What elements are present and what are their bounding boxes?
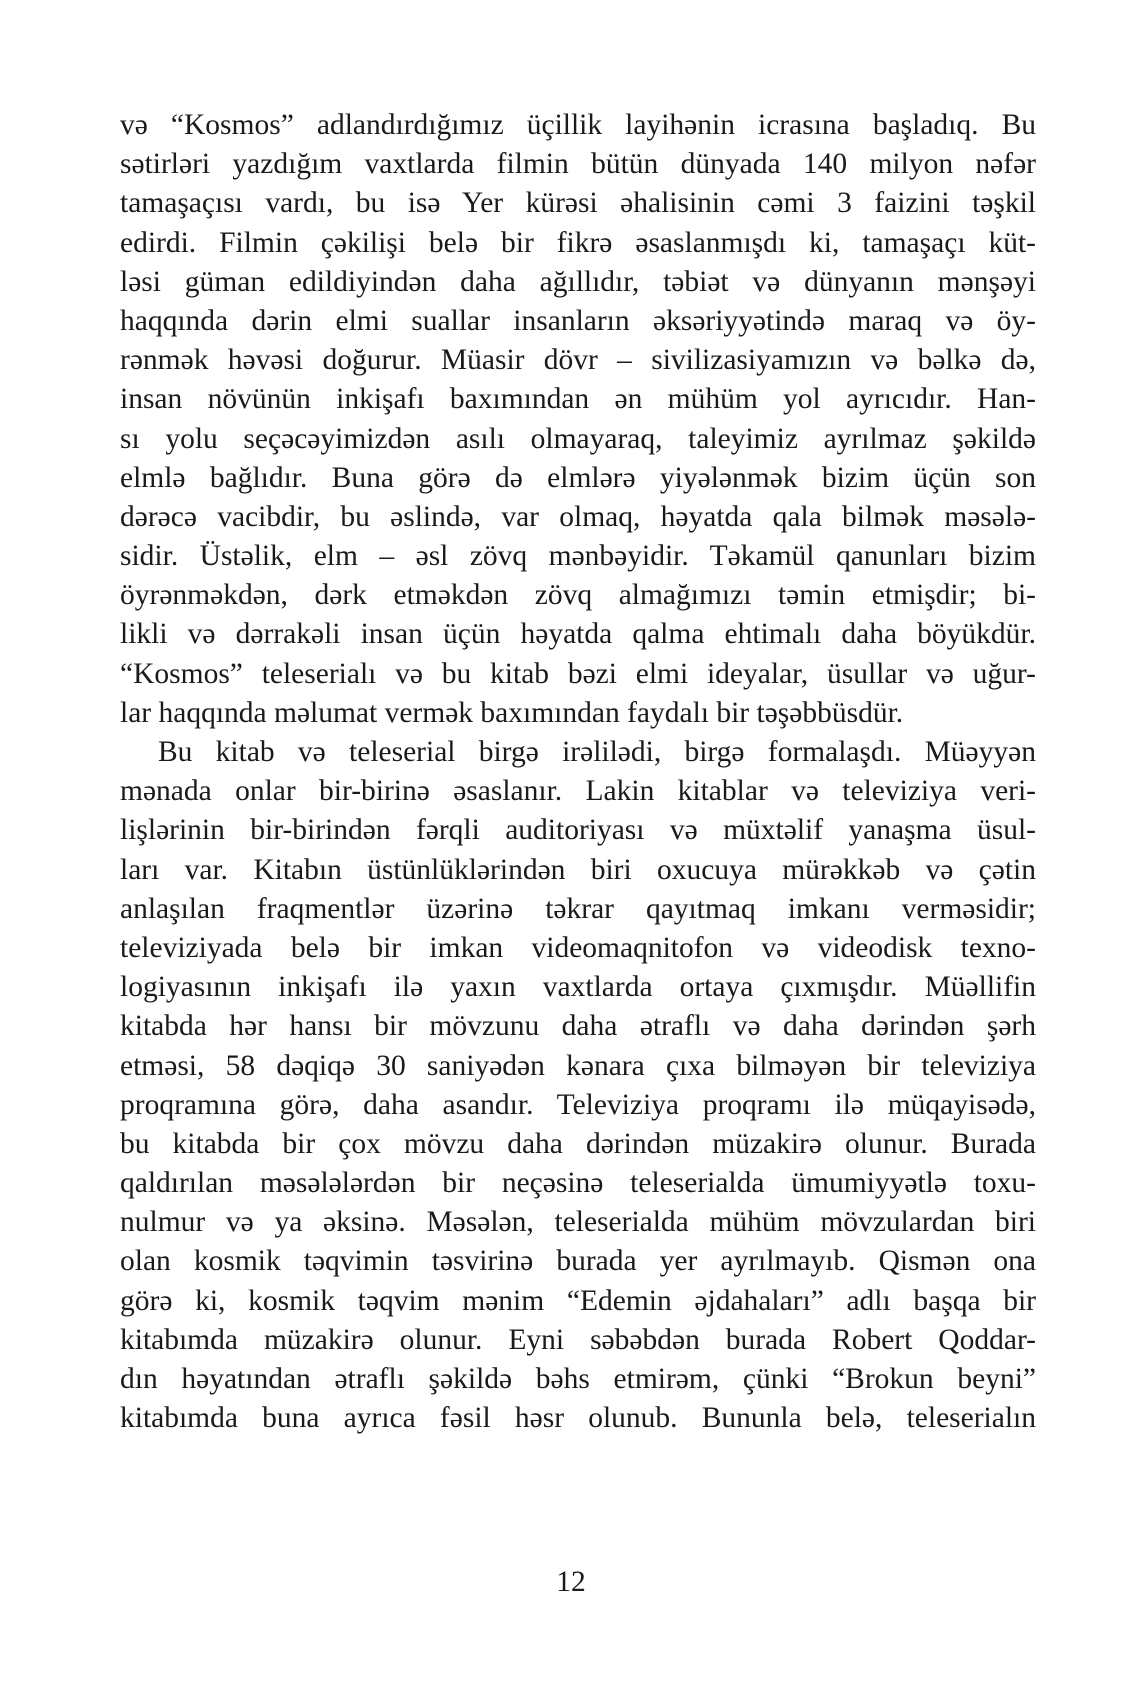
text-line: sı yolu seçəcəyimizdən asılı olmayaraq, taleyimiz ayrılmaz şəkildə <box>120 422 1036 455</box>
text-line: tamaşaçısı vardı, bu isə Yer kürəsi əhalisinin cəmi 3 faizini təşkil <box>120 187 1036 220</box>
paragraph-2 <box>120 733 1036 1438</box>
text-line: sidir. Üstəlik, elm – əsl zövq mənbəyidir. Təkamül qanunları bizim <box>120 540 1036 573</box>
text-line: etməsi, 58 dəqiqə 30 saniyədən kənara çıxa bilməyən bir televiziya <box>120 1049 1036 1082</box>
text-line: kitabımda buna ayrıca fəsil həsr olunub. Bununla belə, teleserialın <box>120 1402 1036 1435</box>
text-line: öyrənməkdən, dərk etməkdən zövq almağımızı təmin etmişdir; bi- <box>120 579 1036 612</box>
text-line: dın həyatından ətraflı şəkildə bəhs etmirəm, çünki “Brokun beyni” <box>120 1363 1036 1395</box>
text-line: likli və dərrakəli insan üçün həyatda qalma ehtimalı daha böyükdür. <box>120 618 1036 651</box>
text-line: və “Kosmos” adlandırdığımız üçillik layihənin icrasına başladıq. Bu <box>120 109 1036 141</box>
text-line: elmlə bağlıdır. Buna görə də elmlərə yiyələnmək bizim üçün son <box>120 461 1036 494</box>
text-line: televiziyada belə bir imkan videomaqnitofon və videodisk texno- <box>120 931 1036 964</box>
text-line: qaldırılan məsələlərdən bir neçəsinə teleserialda ümumiyyətlə toxu- <box>120 1167 1036 1200</box>
text-line: lişlərinin bir-birindən fərqli auditoriyası və müxtəlif yanaşma üsul- <box>120 814 1036 847</box>
body-text <box>120 106 1036 1438</box>
text-line: kitabımda müzakirə olunur. Eyni səbəbdən burada Robert Qoddar- <box>120 1323 1036 1356</box>
text-line: bu kitabda bir çox mövzu daha dərindən müzakirə olunur. Burada <box>120 1127 1036 1160</box>
text-line: rənmək həvəsi doğurur. Müasir dövr – sivilizasiyamızın və bəlkə də, <box>120 344 1036 377</box>
text-line: Bu kitab və teleserial birgə irəlilədi, birgə formalaşdı. Müəyyən <box>158 736 1036 768</box>
text-line: insan növünün inkişafı baxımından ən mühüm yol ayrıcıdır. Han- <box>120 383 1036 416</box>
text-line: “Kosmos” teleserialı və bu kitab bəzi elmi ideyalar, üsullar və uğur- <box>120 657 1036 690</box>
text-line: mənada onlar bir-birinə əsaslanır. Lakin kitablar və televiziya veri- <box>120 775 1036 808</box>
text-line: olan kosmik təqvimin təsvirinə burada yer ayrılmayıb. Qismən ona <box>120 1245 1036 1278</box>
text-line: kitabda hər hansı bir mövzunu daha ətraflı və daha dərindən şərh <box>120 1010 1036 1043</box>
text-line: anlaşılan fraqmentlər üzərinə təkrar qayıtmaq imkanı verməsidir; <box>120 892 1036 925</box>
text-line: proqramına görə, daha asandır. Televiziya proqramı ilə müqayisədə, <box>120 1088 1036 1121</box>
text-line: edirdi. Filmin çəkilişi belə bir fikrə əsaslanmışdı ki, tamaşaçı küt- <box>120 226 1036 259</box>
text-line: ləsi güman edildiyindən daha ağıllıdır, təbiət və dünyanın mənşəyi <box>120 265 1036 298</box>
paragraph-1 <box>120 106 1036 733</box>
page-number: 12 <box>556 1566 586 1598</box>
text-line: sətirləri yazdığım vaxtlarda filmin bütün dünyada 140 milyon nəfər <box>120 148 1036 181</box>
text-line: görə ki, kosmik təqvim mənim “Edemin əjdahaları” adlı başqa bir <box>120 1284 1036 1317</box>
text-line: dərəcə vacibdir, bu əslində, var olmaq, həyatda qala bilmək məsələ- <box>120 500 1036 533</box>
text-line: ları var. Kitabın üstünlüklərindən biri oxucuya mürəkkəb və çətin <box>120 853 1036 886</box>
text-line: haqqında dərin elmi suallar insanların əksəriyyətində maraq və öy- <box>120 304 1036 337</box>
text-line: logiyasının inkişafı ilə yaxın vaxtlarda ortaya çıxmışdır. Müəllifin <box>120 971 1036 1004</box>
text-line: nulmur və ya əksinə. Məsələn, teleserialda mühüm mövzulardan biri <box>120 1206 1036 1239</box>
text-line: lar haqqında məlumat vermək baxımından faydalı bir təşəbbüsdür. <box>120 696 904 729</box>
